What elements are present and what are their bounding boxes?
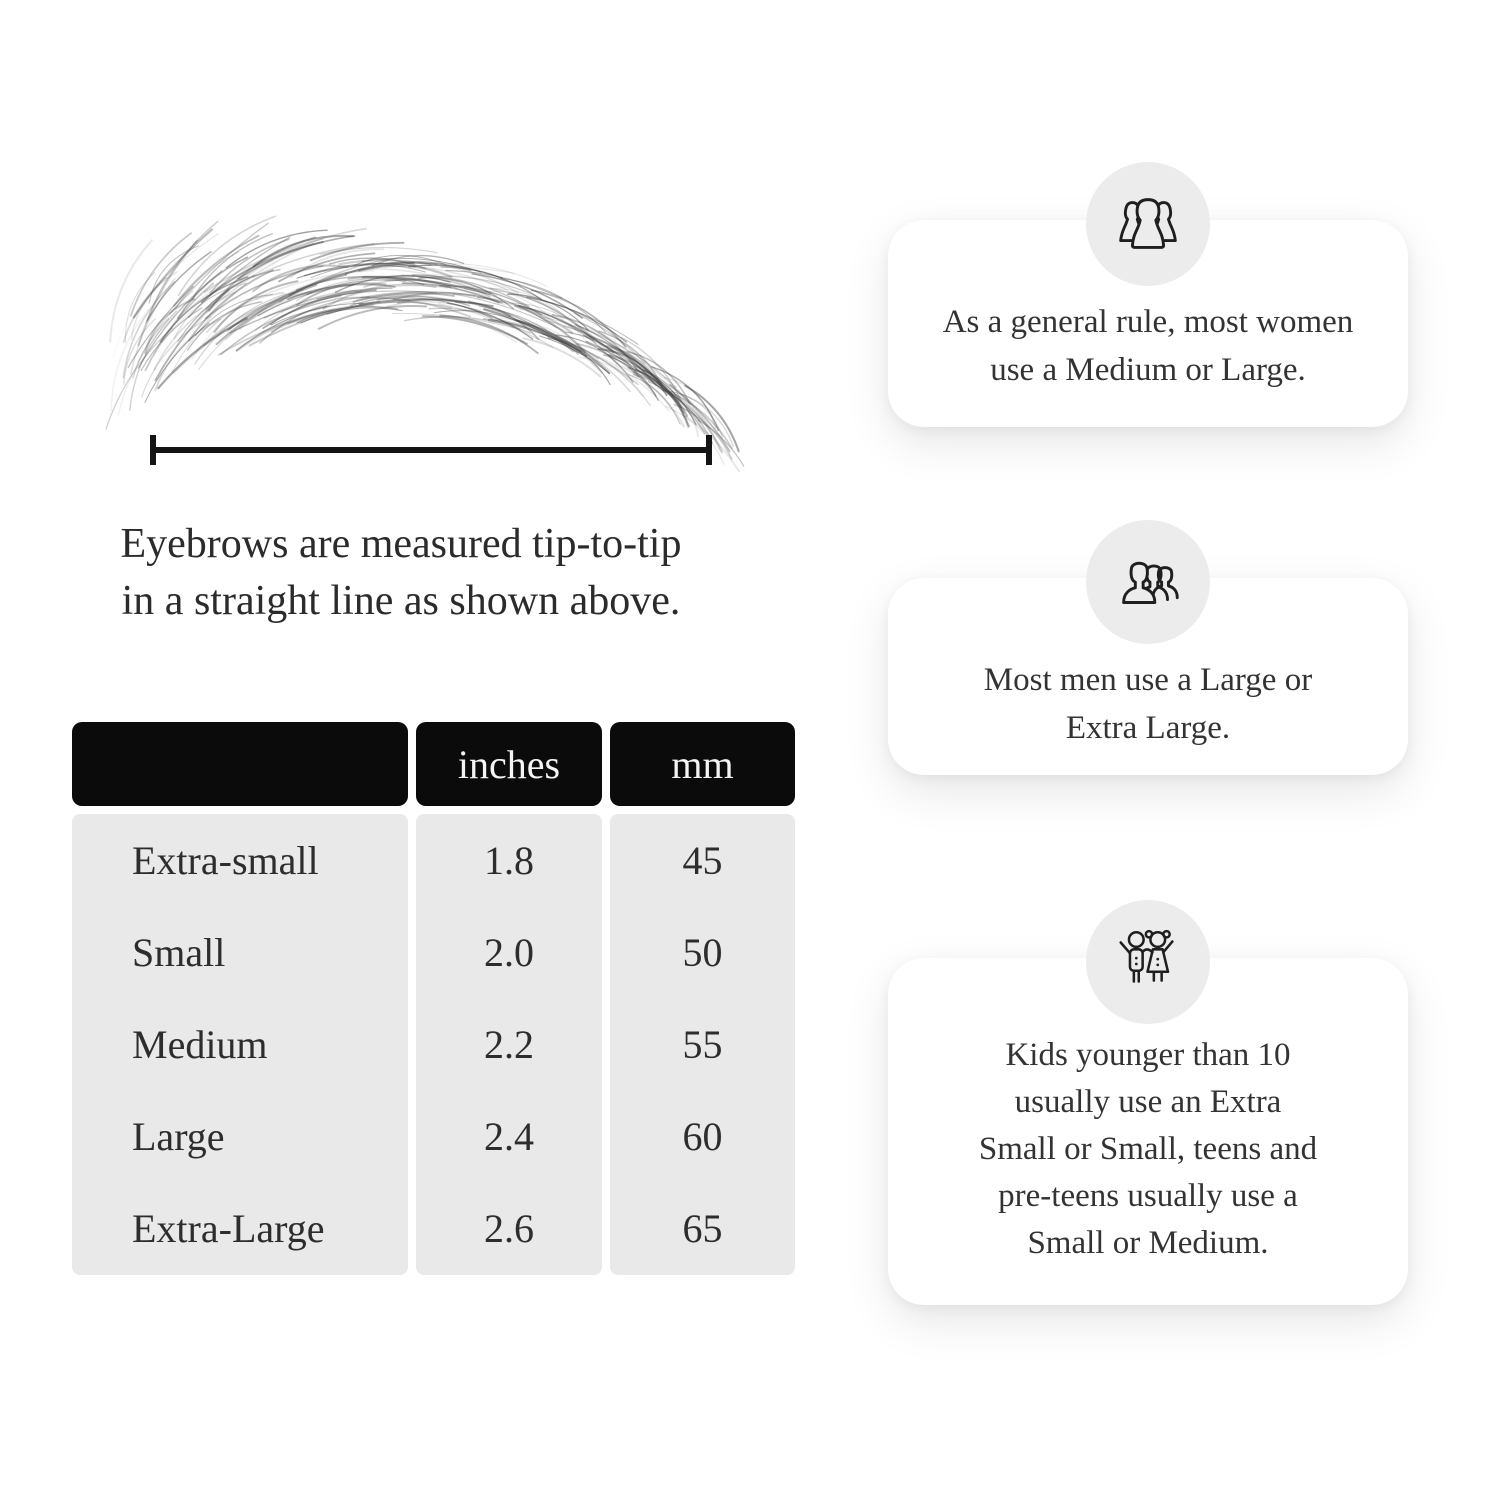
card-text-line: Kids younger than 10	[1005, 1037, 1291, 1073]
kids-info-card	[888, 958, 1408, 1305]
table-cell-mm: 55	[682, 1022, 723, 1067]
women-group-icon	[1109, 185, 1187, 263]
table-cell-inches: 1.8	[484, 838, 534, 883]
women-icon-badge	[1086, 162, 1210, 286]
caption-line-1: Eyebrows are measured tip-to-tip	[120, 521, 682, 567]
men-icon-badge	[1086, 520, 1210, 644]
table-cell-inches: 2.2	[484, 1022, 534, 1067]
card-text-line: Small or Small, teens and	[978, 1131, 1318, 1167]
card-text-line: Small or Medium.	[1027, 1225, 1269, 1261]
table-cell-mm: 65	[682, 1206, 723, 1251]
women-info-card	[888, 220, 1408, 427]
card-text-line: pre-teens usually use a	[998, 1178, 1298, 1214]
table-row-label: Medium	[132, 1022, 268, 1067]
size-table-inches-column	[416, 814, 602, 1275]
table-row-label: Extra-small	[132, 838, 319, 883]
card-text-line: Extra Large.	[1065, 710, 1231, 746]
men-group-icon	[1109, 543, 1187, 621]
card-text-line: As a general rule, most women	[942, 304, 1354, 340]
measurement-line-bar	[150, 447, 712, 453]
size-table-header-mm: mm	[610, 722, 795, 806]
card-text-line: use a Medium or Large.	[990, 352, 1306, 388]
card-text-line: usually use an Extra	[1014, 1084, 1282, 1120]
caption-line-2: in a straight line as shown above.	[121, 578, 681, 624]
size-table	[72, 722, 795, 1275]
measurement-caption	[66, 516, 736, 630]
size-table-mm-column	[610, 814, 795, 1275]
measurement-line	[150, 435, 712, 465]
men-info-card	[888, 578, 1408, 775]
eyebrow-illustration	[105, 233, 735, 463]
table-row-label: Large	[132, 1114, 225, 1159]
kids-icon-badge	[1086, 900, 1210, 1024]
table-row-label: Small	[132, 930, 226, 975]
kids-icon	[1109, 923, 1187, 1001]
size-table-header-inches: inches	[416, 722, 602, 806]
size-table-header-blank	[72, 722, 408, 806]
table-cell-inches: 2.0	[484, 930, 534, 975]
measurement-line-right-tick	[706, 435, 712, 465]
table-cell-mm: 50	[682, 930, 723, 975]
table-cell-mm: 60	[682, 1114, 723, 1159]
card-text-line: Most men use a Large or	[983, 662, 1313, 698]
table-cell-mm: 45	[682, 838, 723, 883]
table-cell-inches: 2.6	[484, 1206, 534, 1251]
table-row-label: Extra-Large	[132, 1206, 325, 1251]
size-table-label-column	[72, 814, 408, 1275]
table-cell-inches: 2.4	[484, 1114, 534, 1159]
